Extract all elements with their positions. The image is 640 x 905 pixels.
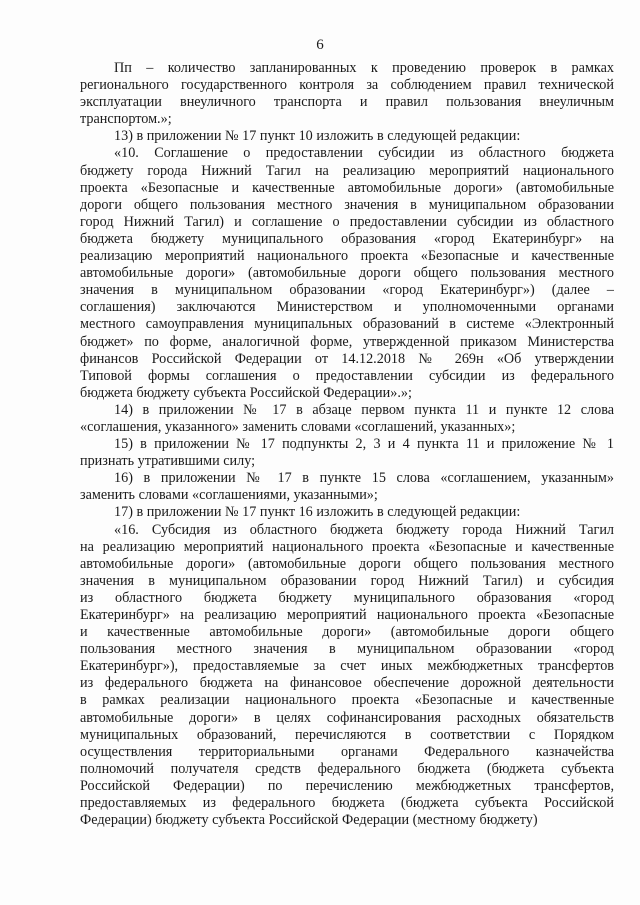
paragraph-line: автомобильные дороги» (автомобильные дороги общего пользования местного [80,265,614,282]
paragraph [80,470,614,504]
paragraph-line: Российской Федерации) по перечислению межбюджетных трансфертов, [80,777,614,794]
paragraph-line: Типовой формы соглашения о предоставлении субсидии из федерального [80,367,614,384]
paragraph-line: значения в муниципальном образовании город Нижний Тагил) и субсидия [80,572,614,589]
paragraph-line: эксплуатации внеуличного транспорта и правил пользования внеуличным [80,94,614,111]
paragraph-line: заменить словами «соглашениями, указанными»; [80,487,378,504]
paragraph-line: 13) в приложении № 17 пункт 10 изложить в следующей редакции: [114,128,521,145]
paragraph-line: бюджету города Нижний Тагил на реализацию мероприятий национального [80,162,614,179]
paragraph-line: бюджета бюджету субъекта Российской Федерации».»; [80,384,412,401]
paragraph-line: из областного бюджета бюджету муниципального образования «город [80,589,614,606]
paragraph-line: признать утратившими силу; [80,453,256,470]
paragraph [80,436,614,470]
paragraph-line: Пп – количество запланированных к проведению проверок в рамках [114,60,614,76]
paragraph-line: и качественные автомобильные дороги» (автомобильные дороги общего [80,624,614,641]
paragraph-line: бюджета бюджету муниципального образования «город Екатеринбург» на [80,230,614,247]
paragraph-line: проекта «Безопасные и качественные автомобильные дороги» (автомобильные [80,179,614,196]
paragraph-line: Федерации) бюджету субъекта Российской Федерации (местному бюджету) [80,812,538,829]
paragraph-line: значения в муниципальном образовании «город Екатеринбург») (далее – [80,282,614,299]
paragraph-line: город Нижний Тагил) и соглашение о предоставлении субсидии из областного [80,213,614,230]
paragraph-line: предоставляемых из федерального бюджета (бюджета субъекта Российской [80,795,614,812]
paragraph [80,402,614,436]
paragraph-line: транспортом.»; [80,111,172,128]
paragraph-line: 15) в приложении № 17 подпункты 2, 3 и 4 пункта 11 и приложение № 1 [114,436,614,453]
paragraph-line: в рамках реализации национального проекта «Безопасные и качественные [80,692,614,709]
paragraph-line: местного самоуправления муниципальных образований в системе «Электронный [80,316,614,333]
paragraph [80,128,614,145]
paragraph-line: реализацию мероприятий национального проекта «Безопасные и качественные [80,248,614,265]
paragraph-line: Екатеринбург»), предоставляемые за счет иных межбюджетных трансфертов [80,658,614,675]
paragraph-line: 16) в приложении № 17 в пункте 15 слова «соглашением, указанным» [114,470,614,487]
paragraph-line: соглашения) заключаются Министерством и уполномоченными органами [80,299,614,316]
paragraph [80,60,614,128]
paragraph-line: муниципальных образований, перечисляются в соответствии с Порядком [80,726,614,743]
paragraph [80,504,614,521]
paragraph-line: из федерального бюджета на финансовое обеспечение дорожной деятельности [80,675,614,692]
paragraph-line: дороги общего пользования местного значения в муниципальном образовании [80,196,614,213]
paragraph-line: пользования местного значения в муниципальном образовании «город [80,641,614,658]
paragraph-line: 17) в приложении № 17 пункт 16 изложить в следующей редакции: [114,504,521,521]
paragraph-line: финансов Российской Федерации от 14.12.2018 № 269н «Об утверждении [80,350,614,367]
paragraph-line: Екатеринбург» на реализацию мероприятий национального проекта «Безопасные [80,607,614,623]
paragraph-line: бюджет» по форме, аналогичной форме, утвержденной приказом Министерства [80,333,614,350]
page-number: 6 [316,37,324,53]
paragraph-line: «10. Соглашение о предоставлении субсидии из областного бюджета [114,145,614,162]
paragraph-line: регионального государственного контроля за соблюдением правил технической [80,77,614,94]
paragraph-line: на реализацию мероприятий национального проекта «Безопасные и качественные [80,538,614,555]
document-body [80,60,614,829]
paragraph-line: «соглашения, указанного» заменить словами «соглашений, указанных»; [80,418,516,435]
paragraph-line: полномочий получателя средств федерального бюджета (бюджета субъекта [80,760,614,777]
paragraph [80,522,614,830]
paragraph-line: 14) в приложении № 17 в абзаце первом пункта 11 и пункте 12 слова [114,401,614,418]
paragraph [80,145,614,401]
paragraph-line: осуществления территориальными органами Федерального казначейства [80,743,614,760]
paragraph-line: «16. Субсидия из областного бюджета бюджету города Нижний Тагил [114,521,614,538]
paragraph-line: автомобильные дороги» (автомобильные дороги общего пользования местного [80,555,614,572]
paragraph-line: автомобильные дороги» в целях софинансирования расходных обязательств [80,709,614,726]
